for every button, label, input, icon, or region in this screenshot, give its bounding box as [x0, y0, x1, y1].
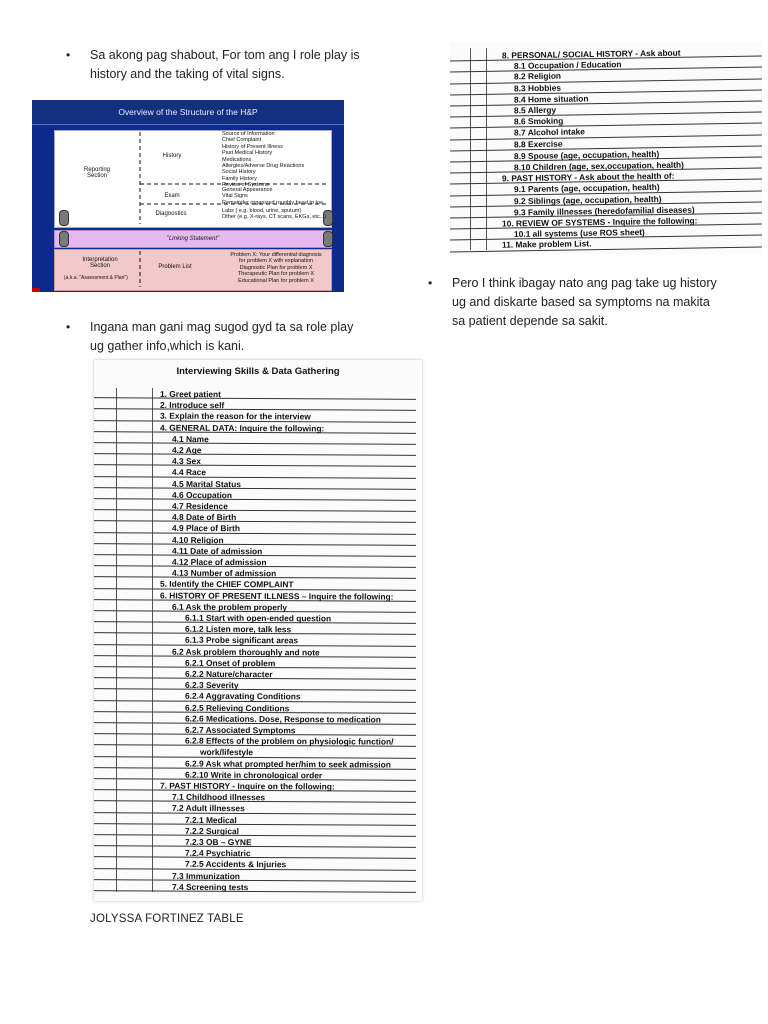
bullet-1-line-2: history and the taking of vital signs. [90, 67, 285, 81]
interview-row-text: 6.2.9 Ask what prompted her/him to seek admission [184, 758, 391, 770]
slide-title: Overview of the Structure of the H&P [32, 100, 344, 125]
problem-items: Problem X: Your differential diagnosis for problem X with explanation Diagnostic Plan for problem X Therapeutic Plan for problem X Educational Plan for problem X [230, 252, 322, 284]
interview-row-text: 1. Greet patient [159, 388, 221, 400]
interview-row-text: 4.3 Sex [171, 456, 201, 467]
personal-row-rule [450, 112, 762, 118]
interview-row-text: 6.1.1 Start with open-ended question [184, 612, 332, 624]
interview-row-rule [94, 834, 416, 837]
interview-row-text: 7.2.4 Psychiatric [184, 848, 251, 859]
interview-row-rule [94, 498, 416, 501]
personal-row-rule [450, 78, 762, 84]
interview-row-text: 7.2.5 Accidents & Injuries [184, 859, 287, 870]
interview-row-text: 4.12 Place of admission [171, 556, 267, 568]
bullet-dot-icon: • [428, 276, 433, 290]
interview-row-text: 6.2.7 Associated Symptoms [184, 724, 296, 736]
interview-skills-sheet [94, 360, 422, 901]
personal-row-text: 10.1 all systems (use ROS sheet) [513, 227, 645, 240]
personal-row-text: 8.3 Hobbies [513, 82, 562, 93]
personal-row-text: 8.2 Religion [513, 71, 562, 82]
interview-row-text: 4.4 Race [171, 467, 207, 478]
interview-row-text: 6.1.2 Listen more, talk less [184, 623, 292, 635]
personal-row-text: 10. REVIEW OF SYSTEMS - Inquire the following: [501, 215, 698, 229]
interview-row-text: 6.2 Ask problem thoroughly and note [171, 646, 320, 657]
exam-items: General Appearance Vital Signs Remainder organized roughly head to toe [222, 187, 324, 206]
personal-row-text: 9. PAST HISTORY - Ask about the health of: [501, 170, 675, 184]
interview-row-text: 4.1 Name [171, 433, 209, 444]
interview-row-rule [94, 397, 416, 400]
bullet-3-line-1: Pero I think ibagay nato ang pag take ug history [452, 276, 717, 290]
interview-row-text: 4.11 Date of admission [171, 545, 263, 557]
interview-row-text: 7.2.1 Medical [184, 814, 237, 825]
interview-row-text: 4.6 Occupation [171, 489, 233, 500]
interview-row-text: 6.2.1 Onset of problem [184, 657, 276, 669]
personal-row-text: 11. Make problem List. [501, 238, 592, 251]
personal-row-rule [450, 101, 762, 107]
interview-row-rule [94, 890, 416, 893]
diagnostics-items: Labs ( e.g. blood, urine, sputum) Other (e.g. X-rays, CT scans, EKGs, etc...) [222, 208, 327, 221]
history-items: Source of Information Chief Complaint History of Present Illness Past Medical History Medications Allergies/Adverse Drug Reactions Social History Family History Review of Systems [222, 131, 305, 189]
personal-row-text: 8. PERSONAL/ SOCIAL HISTORY - Ask about [501, 47, 681, 61]
personal-row-text: 8.1 Occupation / Education [513, 59, 622, 72]
interview-row-text: 4.7 Residence [171, 500, 228, 512]
interview-row-text: 7.1 Childhood illnesses [171, 791, 266, 803]
interview-row-rule [94, 465, 416, 468]
personal-row-text: 9.3 Family illnesses (heredofamilial diseases) [513, 204, 695, 218]
interview-row-text: 4.8 Date of Birth [171, 512, 237, 523]
interview-row-text: 4. GENERAL DATA: Inquire the following: [159, 422, 325, 434]
personal-row-rule [450, 134, 762, 140]
personal-row-rule [450, 89, 762, 95]
personal-row-text: 8.10 Children (age, sex,occupation, health) [513, 159, 684, 173]
interview-row-rule [94, 521, 416, 524]
interview-row-text: 7.2.2 Surgical [184, 825, 240, 836]
interpretation-section-label: Interpretation Section [82, 257, 118, 269]
bullet-1-line-1: Sa akong pag shabout, For tom ang I role play is [90, 48, 360, 62]
interview-row-text: 6.2.2 Nature/character [184, 668, 273, 680]
interview-row-text: 7.2 Adult illnesses [171, 803, 245, 814]
personal-history-sheet [450, 42, 762, 254]
interview-row-text: 6.2.8 Effects of the problem on physiologic function/ [184, 735, 394, 747]
interview-row-rule [94, 879, 416, 882]
interview-row-rule [94, 823, 416, 826]
bullet-dot-icon: • [66, 48, 71, 62]
personal-row-text: 8.9 Spouse (age, occupation, health) [513, 148, 660, 161]
interview-row-text: 6.1 Ask the problem properly [171, 601, 288, 613]
hp-structure-slide [32, 100, 344, 292]
personal-row-text: 8.7 Alcohol intake [513, 126, 585, 138]
interview-row-rule [94, 845, 416, 848]
diagnostics-label: Diagnostics [155, 211, 187, 217]
interview-row-text: 6.2.5 Relieving Conditions [184, 702, 290, 713]
interview-row-text: 6.2.3 Severity [184, 680, 239, 691]
interview-sheet-title: Interviewing Skills & Data Gathering [176, 366, 340, 377]
bullet-dot-icon: • [66, 320, 71, 334]
personal-row-text: 8.8 Exercise [513, 138, 563, 149]
personal-row-text: 8.6 Smoking [513, 115, 564, 127]
personal-row-rule [450, 246, 762, 252]
interview-row-text: 6. HISTORY OF PRESENT ILLNESS – Inquire the following: [159, 589, 394, 602]
interview-row-text: 6.1.3 Probe significant areas [184, 635, 299, 646]
history-label: History [162, 153, 182, 159]
exam-label: Exam [164, 193, 180, 199]
interview-row-text: 7.4 Screening tests [171, 881, 249, 892]
interview-row-text: 4.5 Marital Status [171, 478, 241, 489]
personal-row-text: 8.4 Home situation [513, 93, 589, 105]
personal-row-rule [450, 123, 762, 129]
interview-row-text: 6.2.6 Medications. Dose, Response to medication [184, 713, 381, 725]
bullet-2-line-1: Ingana man gani mag sugod gyd ta sa role play [90, 320, 354, 334]
interview-row-text: 7.2.3 OB – GYNE [184, 836, 252, 848]
bullet-3-line-2: ug and diskarte based sa symptoms na makita [452, 295, 710, 309]
red-corner-mark [32, 288, 40, 292]
personal-row-text: 9.1 Parents (age, occupation, health) [513, 182, 660, 195]
interview-row-text: 3. Explain the reason for the interview [159, 410, 311, 422]
bullet-paragraph-1 [66, 46, 360, 84]
personal-row-text: 8.5 Allergy [513, 104, 557, 116]
linking-statement: "Linking Statement" [54, 230, 332, 248]
interview-row-rule [94, 509, 416, 512]
interview-row-text: 6.2.10 Write in chronological order [184, 769, 323, 781]
interview-row-rule [94, 453, 416, 456]
bullet-paragraph-3 [428, 274, 717, 331]
problem-list-label: Problem List [158, 264, 192, 270]
interview-row-text: 4.13 Number of admission [171, 567, 277, 579]
interview-row-text: 7. PAST HISTORY - Inquire on the following: [159, 780, 335, 792]
bullet-paragraph-2 [66, 318, 354, 356]
interview-row-rule [94, 442, 416, 445]
table-caption: JOLYSSA FORTINEZ TABLE [90, 913, 244, 925]
interview-row-text: 6.2.4 Aggravating Conditions [184, 691, 301, 702]
reporting-section-label: Reporting Section [83, 167, 110, 179]
bullet-2-line-2: ug gather info,which is kani. [90, 339, 245, 353]
interpretation-aka: (a.k.a. "Assessment & Plan") [64, 275, 128, 281]
interview-row-rule [94, 812, 416, 815]
interview-row-text: 4.10 Religion [171, 534, 224, 545]
personal-column-rule [486, 48, 487, 250]
interview-row-text: 7.3 Immunization [171, 870, 240, 881]
interview-row-rule [94, 476, 416, 479]
bullet-3-line-3: sa patient depende sa sakit. [452, 314, 608, 328]
interview-row-text: 5. Identify the CHIEF COMPLAINT [159, 579, 294, 590]
interview-row-rule [94, 487, 416, 490]
interview-row-rule [94, 532, 416, 535]
interview-row-text: 2. Introduce self [159, 400, 225, 411]
interview-row-text: 4.9 Place of Birth [171, 523, 240, 534]
interview-row-text: 4.2 Age [171, 444, 202, 456]
personal-row-text: 9.2 Siblings (age, occupation, health) [513, 193, 662, 206]
personal-column-rule [470, 48, 471, 250]
interview-row-text: work/lifestyle [199, 747, 254, 758]
